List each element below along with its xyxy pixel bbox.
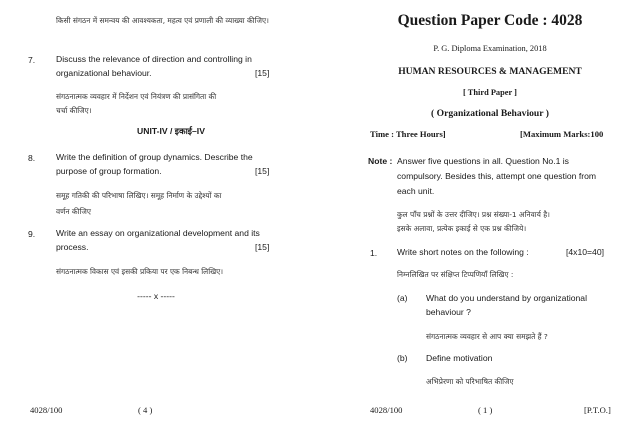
end-marker: ----- x -----: [137, 291, 175, 301]
subject-title: HUMAN RESOURCES & MANAGEMENT: [398, 66, 582, 77]
question-text: Write an essay on organizational development and its: [56, 228, 260, 238]
note-hindi: इसके अलावा, प्रत्येक इकाई से एक प्रश्न कीजिये।: [397, 224, 527, 233]
exam-title: P. G. Diploma Examination, 2018: [433, 44, 547, 53]
question-text: Discuss the relevance of direction and controlling in: [56, 54, 252, 64]
page-number: ( 4 ): [138, 405, 153, 415]
pto-label: [P.T.O.]: [584, 405, 611, 415]
page-number: ( 1 ): [478, 405, 493, 415]
note-label: Note :: [368, 156, 393, 166]
question-paper-code: Question Paper Code : 4028: [397, 12, 583, 29]
sub-question-text: Define motivation: [426, 353, 493, 363]
marks: [15]: [255, 166, 270, 176]
question-hindi: समूह गतिकी की परिभाषा लिखिए। समूह निर्माण के उद्देश्यों का: [56, 191, 222, 200]
question-number: 7.: [28, 55, 36, 65]
question-hindi: निम्नलिखित पर संक्षिप्त टिप्पणियाँ लिखिए :: [397, 270, 514, 279]
question-number: 8.: [28, 153, 36, 163]
sub-question-label: (b): [397, 353, 408, 363]
unit-heading: UNIT-IV / इकाई–IV: [137, 126, 205, 136]
question-hindi: वर्णन कीजिए: [56, 207, 91, 216]
note-text: compulsory. Besides this, attempt one question from: [397, 171, 597, 181]
time-label: Time : Three Hours]: [370, 129, 446, 139]
note-hindi: कुल पाँच प्रश्नों के उत्तर दीजिए। प्रश्न संख्या-1 अनिवार्य है।: [397, 210, 550, 219]
question-text: organizational behaviour.: [56, 68, 152, 78]
note-text: each unit.: [397, 186, 435, 196]
paper-label: [ Third Paper ]: [463, 88, 517, 97]
sub-question-label: (a): [397, 293, 408, 303]
question-hindi: चर्चा कीजिए।: [56, 106, 92, 115]
marks: [15]: [255, 242, 270, 252]
question-number: 9.: [28, 229, 36, 239]
max-marks-label: [Maximum Marks:100: [520, 129, 604, 139]
footer-code: 4028/100: [370, 405, 403, 415]
question-text: process.: [56, 242, 89, 252]
sub-question-hindi: अभिप्रेरणा को परिभाषित कीजिए: [426, 377, 514, 386]
question-hindi: संगठनात्मक विकास एवं इसकी प्रकिया पर एक निबन्ध लिखिए।: [56, 267, 224, 276]
intro-hindi: किसी संगठन में समन्वय की आवश्यकता, महत्व एवं प्रणाली की व्याख्या कीजिए।: [56, 16, 269, 25]
sub-question-text: What do you understand by organizational: [426, 293, 587, 303]
footer-code: 4028/100: [30, 405, 63, 415]
sub-question-hindi: संगठनात्मक व्यवहार से आप क्या समझते हैं ?: [426, 332, 548, 341]
marks: [4x10=40]: [566, 247, 604, 257]
question-number: 1.: [370, 248, 378, 258]
question-hindi: संगठनात्मक व्यवहार में निर्देशन एवं नियंत्रण की प्रासंगिता की: [56, 92, 217, 101]
question-text: Write short notes on the following :: [397, 247, 529, 257]
course-title: ( Organizational Behaviour ): [431, 108, 549, 119]
marks: [15]: [255, 68, 270, 78]
sub-question-text: behaviour ?: [426, 307, 471, 317]
note-text: Answer five questions in all. Question No.1 is: [397, 156, 569, 166]
question-text: Write the definition of group dynamics. Describe the: [56, 152, 253, 162]
question-text: purpose of group formation.: [56, 166, 162, 176]
